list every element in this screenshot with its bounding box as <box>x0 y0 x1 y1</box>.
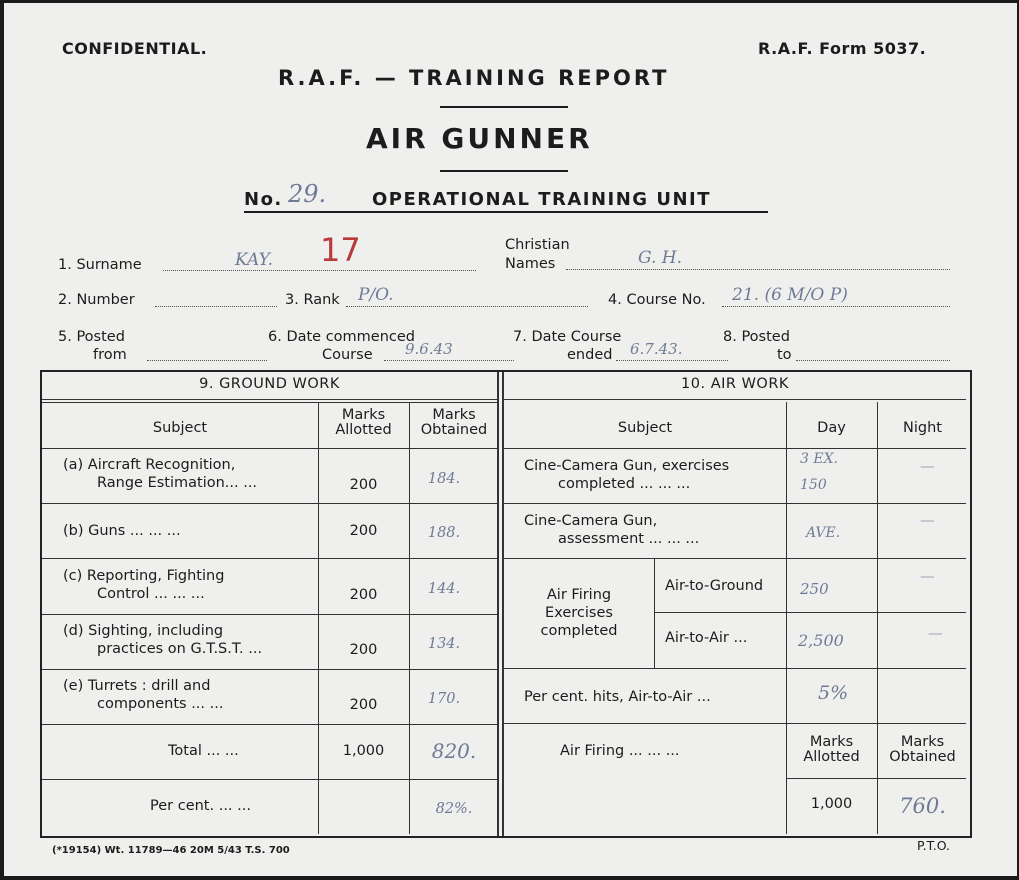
air-to-ground-day: 250 <box>800 580 829 598</box>
number-label: 2. Number <box>58 292 135 308</box>
ground-row-a-allotted: 200 <box>349 477 378 493</box>
print-code: (*19154) Wt. 11789—46 20M 5/43 T.S. 700 <box>52 845 290 856</box>
course-no-label: 4. Course No. <box>608 292 706 308</box>
form-number: R.A.F. Form 5037. <box>758 39 927 58</box>
cine-exercises-subject: Cine-Camera Gun, exercises completed ... ... ... <box>524 458 730 492</box>
cine-exercises-night: — <box>920 459 935 475</box>
ground-total-label: Total ... ... <box>168 743 239 759</box>
air-marks-obtained-value: 760. <box>899 794 946 818</box>
ground-row-c-obtained: 144. <box>427 581 461 597</box>
main-title: AIR GUNNER <box>366 122 593 155</box>
air-to-ground-label: Air-to-Ground <box>665 578 764 594</box>
christian-value: G. H. <box>638 248 683 268</box>
rank-label: 3. Rank <box>285 292 340 308</box>
cine-assessment-subject: Cine-Camera Gun, assessment ... ... ... <box>524 513 700 547</box>
surname-mark: 17 <box>320 231 361 269</box>
cine-assessment-night: — <box>920 513 935 529</box>
rank-value: P/O. <box>358 285 394 305</box>
air-to-air-night: — <box>928 626 943 642</box>
air-night-header: Night <box>903 420 942 436</box>
ground-obtained-header: Marks Obtained <box>420 407 488 438</box>
ground-row-a-obtained: 184. <box>427 471 461 487</box>
ground-row-d-allotted: 200 <box>349 642 378 658</box>
date-commenced-label-2: Course <box>322 347 373 363</box>
ground-allotted-header: Marks Allotted <box>335 407 392 438</box>
posted-from-label-1: 5. Posted <box>58 329 125 345</box>
air-to-air-day: 2,500 <box>798 631 844 650</box>
unit-title: OPERATIONAL TRAINING UNIT <box>372 189 711 210</box>
ground-row-e-obtained: 170. <box>427 691 461 707</box>
ground-total-obtained: 820. <box>431 739 477 763</box>
surname-line <box>163 270 476 271</box>
ground-total-allotted: 1,000 <box>342 743 385 759</box>
posted-to-label-1: 8. Posted <box>723 329 790 345</box>
ground-row-c-subject: (c) Reporting, Fighting Control ... ... ... <box>63 568 225 602</box>
ground-work-title: 9. GROUND WORK <box>199 376 340 392</box>
date-commenced-line <box>384 360 514 361</box>
date-ended-value: 6.7.43. <box>630 340 683 358</box>
ground-percent-label: Per cent. ... ... <box>150 798 251 814</box>
air-subject-header: Subject <box>617 420 673 436</box>
ground-row-b-obtained: 188. <box>427 525 461 541</box>
date-ended-label-2: ended <box>567 347 613 363</box>
table-divider-a <box>497 372 499 836</box>
report-title: R.A.F. — TRAINING REPORT <box>278 66 670 90</box>
air-firing-label: Air Firing ... ... ... <box>560 743 680 759</box>
posted-to-line <box>796 360 950 361</box>
pto-label: P.T.O. <box>917 838 950 853</box>
surname-value: KAY. <box>235 250 274 270</box>
confidential-label: CONFIDENTIAL. <box>62 39 208 58</box>
rank-line <box>346 306 588 307</box>
posted-from-label-2: from <box>93 347 127 363</box>
posted-to-label-2: to <box>777 347 792 363</box>
air-work-title: 10. AIR WORK <box>681 376 789 392</box>
christian-label-1: Christian <box>505 237 570 253</box>
air-to-air-label: Air-to-Air ... <box>665 630 748 646</box>
air-day-header: Day <box>817 420 846 436</box>
posted-from-line <box>147 360 267 361</box>
date-ended-line <box>616 360 728 361</box>
air-marks-allotted-header: Marks Allotted <box>803 734 860 765</box>
ground-row-b-subject: (b) Guns ... ... ... <box>63 523 181 539</box>
title-rule-bottom <box>440 170 568 172</box>
date-commenced-label-1: 6. Date commenced <box>268 329 416 345</box>
christian-label-2: Names <box>505 256 556 272</box>
unit-prefix: No. <box>244 189 283 210</box>
cine-assessment-day: AVE. <box>806 525 841 541</box>
ground-row-a-subject: (a) Aircraft Recognition, Range Estimation... ... <box>63 457 258 491</box>
unit-number: 29. <box>288 180 327 208</box>
air-marks-allotted-value: 1,000 <box>810 796 853 812</box>
ground-row-d-subject: (d) Sighting, including practices on G.T.S.T. ... <box>63 623 263 657</box>
cine-exercises-day-2: 150 <box>800 477 827 493</box>
ground-row-e-allotted: 200 <box>349 697 378 713</box>
ground-row-d-obtained: 134. <box>427 636 461 652</box>
air-firing-exercises-subject: Air Firing Exercises completed <box>540 587 618 639</box>
christian-line <box>566 269 950 270</box>
number-line <box>155 306 277 307</box>
cine-exercises-day-1: 3 EX. <box>800 451 838 467</box>
course-no-value: 21. (6 M/O P) <box>732 285 848 305</box>
surname-label: 1. Surname <box>58 257 142 273</box>
ground-percent-obtained: 82%. <box>435 801 473 817</box>
ground-row-c-allotted: 200 <box>349 587 378 603</box>
title-rule-top <box>440 106 568 108</box>
air-to-ground-night: — <box>920 569 935 585</box>
unit-underline <box>244 211 768 213</box>
ground-subject-header: Subject <box>152 420 208 436</box>
date-commenced-value: 9.6.43 <box>405 340 453 358</box>
course-no-line <box>722 306 950 307</box>
date-ended-label-1: 7. Date Course <box>513 329 622 345</box>
percent-hits-label: Per cent. hits, Air-to-Air ... <box>524 689 711 705</box>
ground-row-b-allotted: 200 <box>349 523 378 539</box>
percent-hits-day: 5% <box>818 682 849 704</box>
air-marks-obtained-header: Marks Obtained <box>889 734 956 765</box>
ground-row-e-subject: (e) Turrets : drill and components ... ... <box>63 678 224 712</box>
